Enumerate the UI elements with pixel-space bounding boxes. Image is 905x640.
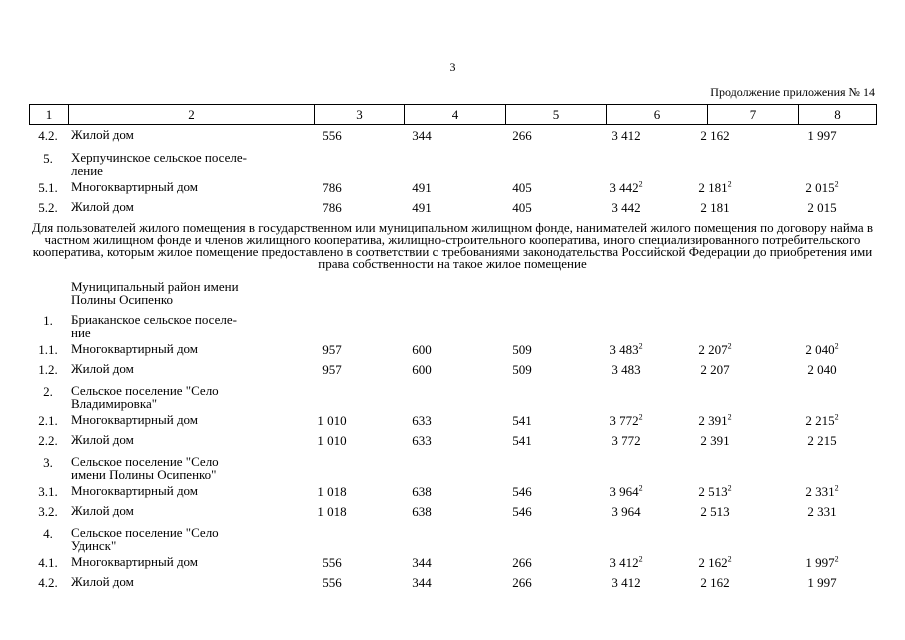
row-name: Многоквартирный дом [71, 483, 199, 498]
value-col-5: 405 [512, 200, 532, 215]
row-name: Жилой дом [71, 432, 134, 447]
footnote-marker: 2 [727, 179, 732, 189]
value-col-7: 2 $391^2$ [698, 412, 732, 428]
table-row [0, 279, 905, 307]
row-name: Херпучинское сельское поселе- ление [71, 150, 247, 178]
table-row [0, 362, 905, 380]
row-number: 3. [43, 455, 53, 470]
value-col-4: 344 [412, 128, 432, 143]
column-number: 7 [708, 105, 799, 125]
value-col-6: 3 964 [611, 504, 641, 519]
row-number: 2.2. [38, 433, 58, 448]
table-row [0, 504, 905, 522]
value-col-4: 600 [412, 362, 432, 377]
value-col-8: 1 997 [807, 128, 837, 143]
value-col-5: 266 [512, 555, 532, 570]
footnote-marker: 2 [727, 412, 732, 422]
value-col-6: 3 772 [611, 433, 641, 448]
table-row [0, 312, 905, 340]
column-number: 1 [30, 105, 69, 125]
footnote-marker: 2 [834, 179, 839, 189]
footnote-marker: 2 [638, 341, 643, 351]
value-col-5: 546 [512, 504, 532, 519]
table-row [0, 200, 905, 218]
column-number-header [29, 104, 877, 125]
value-col-3: 556 [322, 128, 342, 143]
row-name: Многоквартирный дом [71, 341, 199, 356]
value-col-6: 3 $442^2$ [609, 179, 643, 195]
value-col-4: 638 [412, 484, 432, 499]
footnote-marker: 2 [834, 412, 839, 422]
table-row [0, 454, 905, 482]
row-number: 4. [43, 526, 53, 541]
row-number: 4.2. [38, 575, 58, 590]
footnote-marker: 2 [834, 483, 839, 493]
row-name: Жилой дом [71, 361, 134, 376]
column-number: 4 [405, 105, 506, 125]
row-number: 1.2. [38, 362, 58, 377]
value-col-4: 633 [412, 433, 432, 448]
footnote-marker: 2 [638, 179, 643, 189]
footnote-marker: 2 [834, 554, 839, 564]
value-col-6: 3 $412^2$ [609, 554, 643, 570]
value-col-5: 405 [512, 180, 532, 195]
column-number: 2 [69, 105, 315, 125]
value-col-6: 3 412 [611, 575, 641, 590]
table-row [0, 150, 905, 178]
value-col-7: 2 181 [700, 200, 730, 215]
footnote-marker: 2 [727, 483, 732, 493]
value-col-3: 786 [322, 180, 342, 195]
row-number: 5.2. [38, 200, 58, 215]
row-name: Жилой дом [71, 127, 134, 142]
row-number: 4.2. [38, 128, 58, 143]
value-col-8: 2 $215^2$ [805, 412, 839, 428]
footnote-marker: 2 [638, 554, 643, 564]
value-col-3: 957 [322, 362, 342, 377]
value-col-8: 1 997 [807, 575, 837, 590]
value-col-5: 266 [512, 575, 532, 590]
value-col-7: 2 513 [700, 504, 730, 519]
value-col-5: 541 [512, 413, 532, 428]
value-col-6: 3 $772^2$ [609, 412, 643, 428]
value-col-5: 546 [512, 484, 532, 499]
value-col-7: 2 162 [700, 128, 730, 143]
value-col-4: 344 [412, 575, 432, 590]
row-name: Жилой дом [71, 503, 134, 518]
table-row [0, 342, 905, 360]
value-col-7: 2 207 [700, 362, 730, 377]
row-number: 5.1. [38, 180, 58, 195]
value-col-3: 957 [322, 342, 342, 357]
table-row [0, 383, 905, 411]
value-col-3: 786 [322, 200, 342, 215]
table-row [0, 525, 905, 553]
row-name: Жилой дом [71, 199, 134, 214]
value-col-4: 491 [412, 200, 432, 215]
value-col-7: 2 162 [700, 575, 730, 590]
row-number: 4.1. [38, 555, 58, 570]
page-number: 3 [449, 60, 456, 74]
table-row [0, 484, 905, 502]
footnote-marker: 2 [727, 341, 732, 351]
table-row [0, 433, 905, 451]
value-col-3: 1 018 [317, 504, 347, 519]
value-col-3: 556 [322, 555, 342, 570]
column-number: 6 [607, 105, 708, 125]
value-col-7: 2 $181^2$ [698, 179, 732, 195]
row-number: 5. [43, 151, 53, 166]
value-col-8: 2 $040^2$ [805, 341, 839, 357]
value-col-8: 2 $015^2$ [805, 179, 839, 195]
value-col-3: 1 010 [317, 413, 347, 428]
table-row [0, 180, 905, 198]
appendix-continuation-label: Продолжение приложения № 14 [710, 85, 875, 99]
value-col-4: 633 [412, 413, 432, 428]
column-number: 8 [799, 105, 877, 125]
value-col-5: 541 [512, 433, 532, 448]
value-col-8: 2 040 [807, 362, 837, 377]
row-name: Бриаканское сельское поселе- ние [71, 312, 237, 340]
value-col-8: 2 215 [807, 433, 837, 448]
table-row [0, 128, 905, 146]
row-number: 2.1. [38, 413, 58, 428]
value-col-4: 491 [412, 180, 432, 195]
column-number: 3 [315, 105, 405, 125]
value-col-4: 638 [412, 504, 432, 519]
value-col-8: 2 331 [807, 504, 837, 519]
row-number: 3.2. [38, 504, 58, 519]
row-name: Многоквартирный дом [71, 554, 199, 569]
row-number: 3.1. [38, 484, 58, 499]
value-col-4: 344 [412, 555, 432, 570]
value-col-3: 1 018 [317, 484, 347, 499]
row-number: 1.1. [38, 342, 58, 357]
row-number: 1. [43, 313, 53, 328]
value-col-7: 2 $513^2$ [698, 483, 732, 499]
row-name: Сельское поселение "Село имени Полины Осипенко" [71, 454, 219, 482]
table-row [0, 555, 905, 573]
table-row [0, 575, 905, 593]
table-row [0, 413, 905, 431]
row-name: Сельское поселение "Село Владимировка" [71, 383, 219, 411]
value-col-8: 2 $331^2$ [805, 483, 839, 499]
row-number: 2. [43, 384, 53, 399]
row-name: Жилой дом [71, 574, 134, 589]
footnote-marker: 2 [638, 412, 643, 422]
row-name: Сельское поселение "Село Удинск" [71, 525, 219, 553]
footnote-marker: 2 [727, 554, 732, 564]
value-col-6: 3 $964^2$ [609, 483, 643, 499]
value-col-3: 1 010 [317, 433, 347, 448]
value-col-7: 2 $162^2$ [698, 554, 732, 570]
value-col-3: 556 [322, 575, 342, 590]
footnote-marker: 2 [834, 341, 839, 351]
row-name: Многоквартирный дом [71, 179, 199, 194]
value-col-7: 2 $207^2$ [698, 341, 732, 357]
value-col-6: 3 412 [611, 128, 641, 143]
value-col-6: 3 442 [611, 200, 641, 215]
value-col-4: 600 [412, 342, 432, 357]
value-col-8: 2 015 [807, 200, 837, 215]
value-col-7: 2 391 [700, 433, 730, 448]
value-col-5: 266 [512, 128, 532, 143]
value-col-5: 509 [512, 342, 532, 357]
section-description: Для пользователей жилого помещения в государственном или муниципальном жилищном фонде, нанимателей жилого помещения по договору найма в частном жилищном фонде и членов жилищного кооператива, жилищно-строительного кооператива, иного специализированного потребительского кооператива, которым жилое помещение предоставлено в соответствии с требованиями законодательства Российской Федерации до приобретения ими права собственности на такое жилое помещение [31, 220, 874, 271]
value-col-8: 1 $997^2$ [805, 554, 839, 570]
column-number: 5 [506, 105, 607, 125]
value-col-6: 3 483 [611, 362, 641, 377]
row-name: Многоквартирный дом [71, 412, 199, 427]
value-col-6: 3 $483^2$ [609, 341, 643, 357]
value-col-5: 509 [512, 362, 532, 377]
footnote-marker: 2 [638, 483, 643, 493]
row-name: Муниципальный район имени Полины Осипенко [71, 279, 239, 307]
